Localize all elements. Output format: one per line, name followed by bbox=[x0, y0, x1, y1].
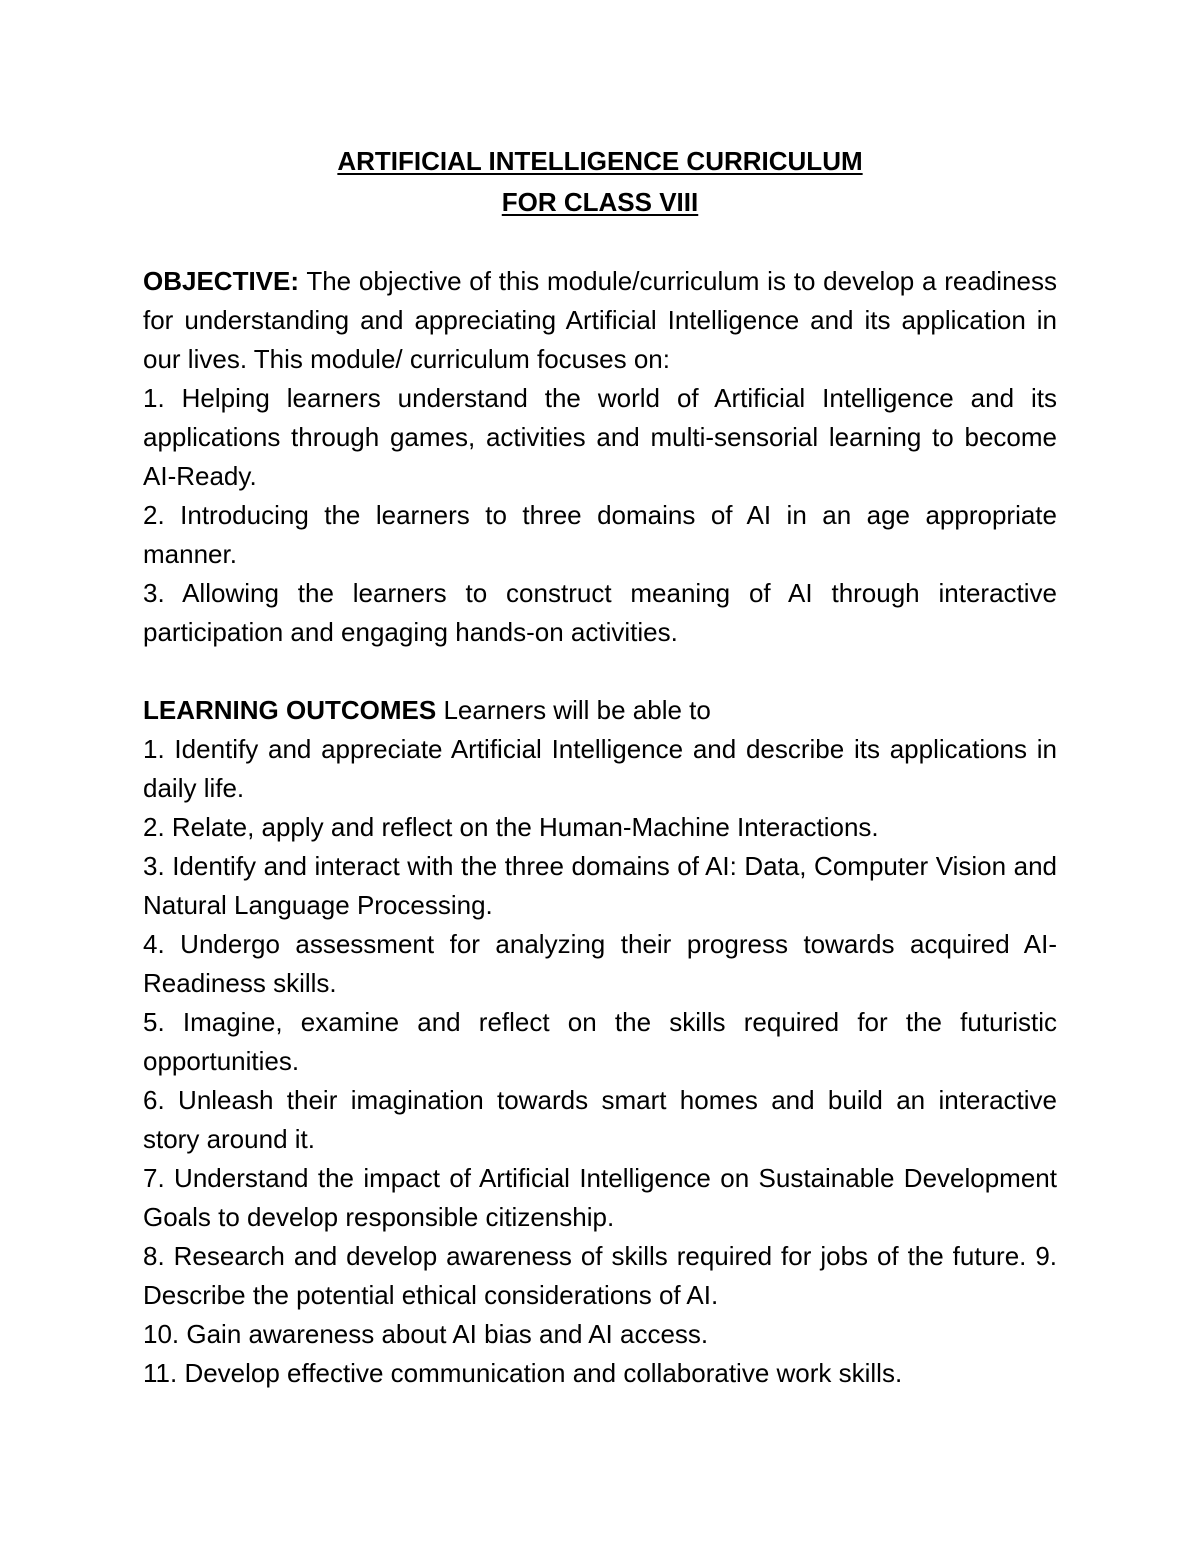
outcomes-heading bbox=[143, 691, 1057, 730]
document-title-line-1: ARTIFICIAL INTELLIGENCE CURRICULUM bbox=[337, 146, 863, 176]
objective-item: 2. Introducing the learners to three domains of AI in an age appropriate manner. bbox=[143, 500, 1057, 569]
outcome-item: 5. Imagine, examine and reflect on the skills required for the futuristic opportunities. bbox=[143, 1007, 1057, 1076]
outcome-item: 10. Gain awareness about AI bias and AI access. bbox=[143, 1319, 709, 1349]
document-page bbox=[143, 141, 1057, 1393]
objective-paragraph bbox=[143, 262, 1057, 379]
outcome-item: 8. Research and develop awareness of skills required for jobs of the future. 9. Describe the potential ethical considerations of AI. bbox=[143, 1241, 1057, 1310]
document-title-line-2: FOR CLASS VIII bbox=[501, 187, 699, 217]
spacer bbox=[143, 223, 1057, 262]
outcome-item: 6. Unleash their imagination towards smart homes and build an interactive story around it. bbox=[143, 1085, 1057, 1154]
spacer bbox=[143, 652, 1057, 691]
objective-intro: The objective of this module/curriculum is to develop a readiness for understanding and appreciating Artificial Intelligence and its application in our lives. This module/ curriculum focuses on: bbox=[143, 266, 1057, 374]
outcome-item: 3. Identify and interact with the three domains of AI: Data, Computer Vision and Natural Language Processing. bbox=[143, 851, 1057, 920]
outcome-item: 7. Understand the impact of Artificial Intelligence on Sustainable Development Goals to develop responsible citizenship. bbox=[143, 1163, 1057, 1232]
objective-item: 1. Helping learners understand the world of Artificial Intelligence and its applications through games, activities and multi-sensorial learning to become AI-Ready. bbox=[143, 383, 1057, 491]
outcome-item: 1. Identify and appreciate Artificial Intelligence and describe its applications in daily life. bbox=[143, 734, 1057, 803]
outcome-item: 11. Develop effective communication and collaborative work skills. bbox=[143, 1358, 903, 1388]
outcome-item: 4. Undergo assessment for analyzing their progress towards acquired AI-Readiness skills. bbox=[143, 929, 1057, 998]
outcome-item: 2. Relate, apply and reflect on the Human-Machine Interactions. bbox=[143, 812, 879, 842]
objective-label: OBJECTIVE: bbox=[143, 266, 300, 296]
objective-item: 3. Allowing the learners to construct meaning of AI through interactive participation and engaging hands-on activities. bbox=[143, 578, 1057, 647]
outcomes-label: LEARNING OUTCOMES bbox=[143, 695, 437, 725]
outcomes-intro: Learners will be able to bbox=[443, 695, 711, 725]
